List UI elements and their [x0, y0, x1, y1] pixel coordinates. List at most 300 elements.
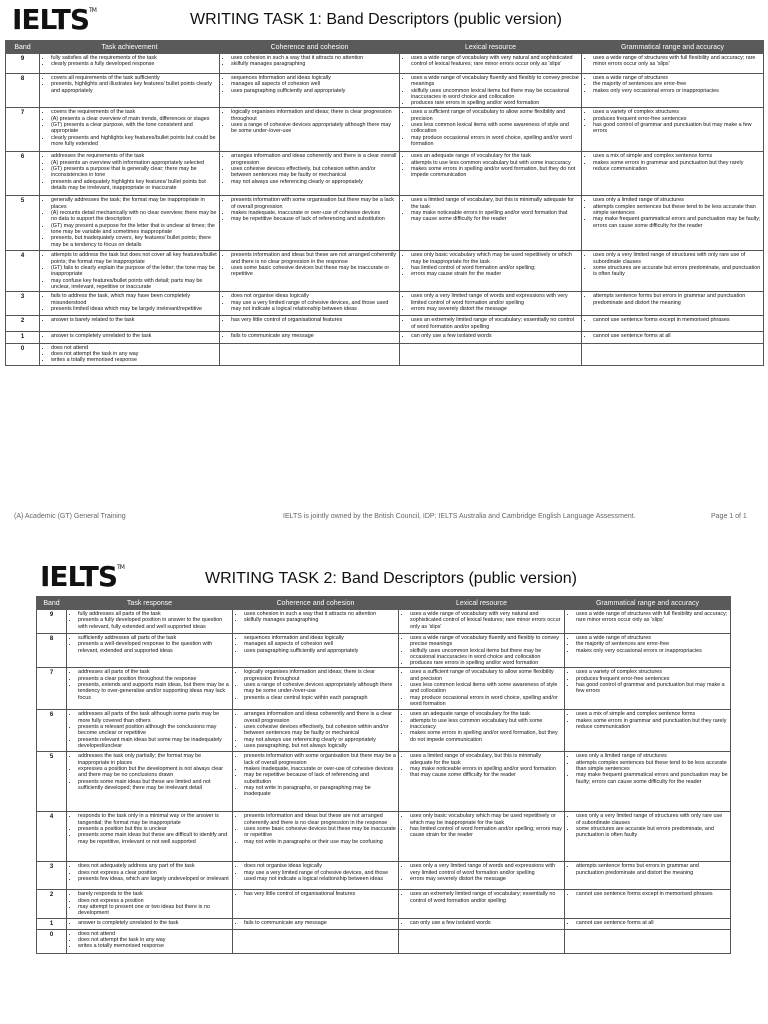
descriptor-item: • attempts sentence forms but errors in grammar and punctuation predominate and distort the meaning	[593, 293, 761, 306]
band-score: 3	[37, 862, 67, 890]
descriptor-item: • does not attempt the task in any way	[51, 351, 217, 357]
band-descriptors-table	[36, 596, 731, 954]
descriptor-item: • responds to the task only in a minimal way or the answer is tangential; the format may be inappropriate	[78, 813, 230, 826]
descriptor-cell	[399, 610, 565, 634]
descriptor-item: • makes some errors in grammar and punctuation but they rarely reduce communication	[593, 160, 761, 173]
descriptor-item: • uses less common lexical items with some awareness of style and collocation	[410, 682, 562, 695]
descriptor-item: • may not write in paragraphs, or paragraphing may be inadequate	[244, 785, 396, 798]
descriptor-item: • fails to address the task, which may have been completely misunderstood	[51, 293, 217, 306]
descriptor-cell	[233, 610, 399, 634]
descriptor-item: • cannot use sentence forms at all	[576, 920, 728, 926]
descriptor-cell	[400, 196, 582, 251]
band-row	[6, 196, 764, 251]
descriptor-item: • uses only a very limited range of structures with only rare use of subordinate clauses	[593, 252, 761, 265]
descriptor-cell	[67, 668, 233, 710]
descriptor-item: • uses an extremely limited range of vocabulary; essentially no control of word formation and/or spelling	[411, 317, 579, 330]
descriptor-item: • barely responds to the task	[78, 891, 230, 897]
descriptor-item: • (GT) presents a purpose that is generally clear; there may be inconsistencies in tone	[51, 166, 217, 179]
descriptor-item: • uses paragraphing, but not always logically	[244, 743, 396, 749]
descriptor-item: • addresses the task only partially; the format may be inappropriate in places	[78, 753, 230, 766]
descriptor-item: • may not write in paragraphs or their use may be confusing	[244, 839, 396, 845]
descriptor-item: • makes some errors in spelling and/or word formation, but they do not impede communication	[410, 730, 562, 743]
descriptor-item: • uses cohesive devices effectively, but cohesion within and/or between sentences may be faulty or mechanical	[231, 166, 397, 179]
descriptor-item: • presents information with some organisation but there may be a lack of overall progression	[231, 197, 397, 210]
descriptor-item: • presents and adequately highlights key features/ bullet points but details may be irrelevant, inappropriate or inaccurate	[51, 179, 217, 192]
descriptor-cell	[67, 890, 233, 918]
band-score: 7	[37, 668, 67, 710]
descriptor-cell	[400, 251, 582, 292]
descriptor-item: • may not always use referencing clearly or appropriately	[244, 737, 396, 743]
descriptor-cell	[220, 196, 400, 251]
descriptor-cell	[565, 929, 731, 953]
column-header: Lexical resource	[400, 41, 582, 54]
band-score: 5	[37, 752, 67, 812]
descriptor-item: • errors may severely distort the message	[411, 306, 579, 312]
descriptor-item: • can only use a few isolated words	[410, 920, 562, 926]
descriptor-item: • clearly presents a fully developed response	[51, 61, 217, 67]
descriptor-item: • presents a position but this is unclear	[78, 826, 230, 832]
band-score: 4	[37, 812, 67, 862]
descriptor-item: • uses only a very limited range of structures with only rare use of subordinate clauses	[576, 813, 728, 826]
descriptor-cell	[399, 634, 565, 668]
descriptor-item: • uses a limited range of vocabulary, but this is minimally adequate for the task	[410, 753, 562, 766]
descriptor-item: • has limited control of word formation and/or spelling; errors may cause strain for the reader	[410, 826, 562, 839]
band-score: 2	[37, 890, 67, 918]
descriptor-item: • fully satisfies all the requirements of the task	[51, 55, 217, 61]
descriptor-item: • attempts to address the task but does not cover all key features/bullet points; the format may be inappropriate	[51, 252, 217, 265]
descriptor-cell	[565, 668, 731, 710]
descriptor-cell	[40, 292, 220, 316]
descriptor-item: • arranges information and ideas coherently and there is a clear overall progression	[244, 711, 396, 724]
descriptor-item: • uses only a limited range of structures	[576, 753, 728, 759]
descriptor-item: • uses a wide range of structures with full flexibility and accuracy; rare minor errors occur only as 'slips'	[593, 55, 761, 68]
descriptor-item: • has very little control of organisational features	[231, 317, 397, 323]
descriptor-cell	[400, 54, 582, 74]
descriptor-item: • skilfully manages paragraphing	[244, 617, 396, 623]
descriptor-item: • uses a wide range of structures with full flexibility and accuracy; rare minor errors occur only as 'slips'	[576, 611, 728, 624]
descriptor-cell	[400, 108, 582, 152]
descriptor-cell	[399, 812, 565, 862]
ielts-logo: IELTS™	[12, 3, 96, 36]
descriptor-item: • uses a wide range of vocabulary with very natural and sophisticated control of lexical features; rare minor errors occur only as 'slips'	[411, 55, 579, 68]
descriptor-item: • generally addresses the task; the format may be inappropriate in places	[51, 197, 217, 210]
band-row	[37, 710, 731, 752]
band-score: 7	[6, 108, 40, 152]
column-header: Band	[6, 41, 40, 54]
descriptor-cell	[400, 74, 582, 108]
band-row	[6, 343, 764, 365]
column-header: Grammatical range and accuracy	[565, 597, 731, 610]
descriptor-cell	[565, 918, 731, 929]
descriptor-item: • produces frequent error-free sentences	[593, 116, 761, 122]
footer-ownership: IELTS is jointly owned by the British Council, IDP: IELTS Australia and Cambridge English Language Assessment.	[283, 513, 636, 520]
descriptor-item: • uses a range of cohesive devices appropriately although there may be some under-/over-use	[231, 122, 397, 135]
descriptor-item: • can only use a few isolated words	[411, 333, 579, 339]
descriptor-item: • uses a wide range of vocabulary with very natural and sophisticated control of lexical features; rare minor errors occur only as 'slips'	[410, 611, 562, 630]
descriptor-cell	[67, 918, 233, 929]
descriptor-item: • presents a well-developed response to the question with relevant, extended and supported ideas	[78, 641, 230, 654]
descriptor-cell	[233, 812, 399, 862]
descriptor-item: • (GT) presents a clear purpose, with the tone consistent and appropriate	[51, 122, 217, 135]
descriptor-cell	[399, 752, 565, 812]
descriptor-item: • does not express a clear position	[78, 870, 230, 876]
task2-page	[0, 560, 768, 1024]
ielts-logo: IELTS™	[40, 560, 124, 593]
descriptor-item: • presents a clear position throughout the response	[78, 676, 230, 682]
descriptor-item: • presents a relevant position although the conclusions may become unclear or repetitive	[78, 724, 230, 737]
descriptor-cell	[565, 710, 731, 752]
descriptor-item: • writes a totally memorised response	[78, 943, 230, 949]
descriptor-item: • attempts complex sentences but these tend to be less accurate than simple sentences	[576, 760, 728, 773]
band-score: 0	[37, 929, 67, 953]
descriptor-item: • clearly presents and highlights key features/bullet points but could be more fully extended	[51, 135, 217, 148]
descriptor-item: • may make frequent grammatical errors and punctuation may be faulty; errors can cause some difficulty for the reader	[576, 772, 728, 785]
descriptor-item: • uses an adequate range of vocabulary for the task	[411, 153, 579, 159]
descriptor-cell	[40, 74, 220, 108]
descriptor-item: • sequences information and ideas logically	[231, 75, 397, 81]
band-score: 1	[6, 331, 40, 343]
descriptor-item: • presents limited ideas which may be largely irrelevant/repetitive	[51, 306, 217, 312]
descriptor-item: • logically organises information and ideas; there is clear progression throughout	[231, 109, 397, 122]
descriptor-cell	[400, 331, 582, 343]
descriptor-item: • uses a wide range of vocabulary fluently and flexibly to convey precise meanings	[411, 75, 579, 88]
descriptor-item: • presents, highlights and illustrates key features/ bullet points clearly and appropriately	[51, 81, 217, 94]
descriptor-item: • uses cohesion in such a way that it attracts no attention	[244, 611, 396, 617]
band-score: 5	[6, 196, 40, 251]
band-score: 1	[37, 918, 67, 929]
descriptor-item: • answer is completely unrelated to the task	[51, 333, 217, 339]
descriptor-cell	[233, 929, 399, 953]
descriptor-cell	[565, 812, 731, 862]
descriptor-item: • (GT) fails to clearly explain the purpose of the letter; the tone may be inappropriate	[51, 265, 217, 278]
descriptor-item: • presents a clear central topic within each paragraph	[244, 695, 396, 701]
descriptor-cell	[565, 890, 731, 918]
descriptor-item: • uses a variety of complex structures	[593, 109, 761, 115]
descriptor-item: • makes only very occasional errors or inappropriacies	[593, 88, 761, 94]
descriptor-cell	[582, 331, 764, 343]
descriptor-cell	[220, 108, 400, 152]
band-score: 9	[37, 610, 67, 634]
descriptor-cell	[233, 862, 399, 890]
descriptor-item: • produces rare errors in spelling and/or word formation	[410, 660, 562, 666]
band-row	[6, 292, 764, 316]
descriptor-item: • (GT) may present a purpose for the letter that is unclear at times; the tone may be variable and sometimes inappropriate	[51, 223, 217, 236]
descriptor-cell	[400, 343, 582, 365]
descriptor-item: • uses a sufficient range of vocabulary to allow some flexibility and precision	[410, 669, 562, 682]
footer-legend: (A) Academic (GT) General Training	[14, 513, 126, 520]
descriptor-cell	[67, 812, 233, 862]
descriptor-item: • errors may cause strain for the reader	[411, 271, 579, 277]
descriptor-item: • may make noticeable errors in spelling and/or word formation that may cause some difficulty for the reader	[410, 766, 562, 779]
descriptor-item: • uses a wide range of vocabulary fluently and flexibly to convey precise meanings	[410, 635, 562, 648]
descriptor-item: • sequences information and ideas logically	[244, 635, 396, 641]
descriptor-cell	[233, 890, 399, 918]
descriptor-item: • addresses all parts of the task	[78, 669, 230, 675]
band-score: 2	[6, 316, 40, 332]
descriptor-item: • skilfully manages paragraphing	[231, 61, 397, 67]
descriptor-item: • uses a range of cohesive devices appropriately although there may be some under-/over-use	[244, 682, 396, 695]
descriptor-item: • uses a variety of complex structures	[576, 669, 728, 675]
descriptor-item: • arranges information and ideas coherently and there is a clear overall progression	[231, 153, 397, 166]
descriptor-item: • covers all requirements of the task sufficiently	[51, 75, 217, 81]
descriptor-item: • does not express a position	[78, 898, 230, 904]
descriptor-cell	[400, 316, 582, 332]
descriptor-cell	[40, 54, 220, 74]
descriptor-item: • uses only basic vocabulary which may be used repetitively or which may be inappropriate for the task	[410, 813, 562, 826]
descriptor-cell	[40, 196, 220, 251]
descriptor-item: • sufficiently addresses all parts of the task	[78, 635, 230, 641]
descriptor-item: • produces rare errors in spelling and/or word formation	[411, 100, 579, 106]
descriptor-item: • uses only a limited range of structures	[593, 197, 761, 203]
descriptor-item: • presents a fully developed position in answer to the question with relevant, fully extended and well supported ideas	[78, 617, 230, 630]
band-row	[6, 152, 764, 196]
descriptor-item: • presents some main ideas but these are limited and not sufficiently developed; there may be irrelevant detail	[78, 779, 230, 792]
descriptor-item: • uses some basic cohesive devices but these may be inaccurate or repetitive	[231, 265, 397, 278]
descriptor-cell	[40, 108, 220, 152]
descriptor-item: • uses a wide range of structures	[593, 75, 761, 81]
descriptor-item: • may produce occasional errors in word choice, spelling and/or word formation	[410, 695, 562, 708]
descriptor-item: • manages all aspects of cohesion well	[244, 641, 396, 647]
page-title: WRITING TASK 1: Band Descriptors (public version)	[190, 11, 562, 28]
descriptor-cell	[582, 196, 764, 251]
descriptor-item: • fails to communicate any message	[244, 920, 396, 926]
descriptor-item: • may use a very limited range of cohesive devices, and those used may not indicate a logical relationship between ideas	[244, 870, 396, 883]
band-row	[6, 331, 764, 343]
descriptor-cell	[233, 668, 399, 710]
descriptor-item: • presents information with some organisation but there may be a lack of overall progression	[244, 753, 396, 766]
descriptor-item: • may use a very limited range of cohesive devices, and those used may not indicate a logical relationship between ideas	[231, 300, 397, 313]
descriptor-item: • presents some main ideas but these are difficult to identify and may be repetitive, irrelevant or not well supported	[78, 832, 230, 845]
band-row	[6, 251, 764, 292]
column-header: Grammatical range and accuracy	[582, 41, 764, 54]
descriptor-item: • uses only basic vocabulary which may be used repetitively or which may be inappropriate for the task	[411, 252, 579, 265]
band-descriptors-table	[5, 40, 764, 366]
descriptor-item: • uses paragraphing sufficiently and appropriately	[231, 88, 397, 94]
descriptor-item: • may not always use referencing clearly or appropriately	[231, 179, 397, 185]
descriptor-item: • attempts to use less common vocabulary but with some inaccuracy	[411, 160, 579, 166]
band-row	[6, 108, 764, 152]
descriptor-item: • attempts complex sentences but these tend to be less accurate than simple sentences	[593, 204, 761, 217]
descriptor-item: • makes some errors in spelling and/or word formation, but they do not impede communication	[411, 166, 579, 179]
band-row	[37, 929, 731, 953]
band-row	[37, 668, 731, 710]
descriptor-item: • makes inadequate, inaccurate or over-use of cohesive devices	[231, 210, 397, 216]
descriptor-item: • some structures are accurate but errors predominate, and punctuation is often faulty	[576, 826, 728, 839]
descriptor-item: • may make noticeable errors in spelling and/or word formation that may cause some difficulty for the reader	[411, 210, 579, 223]
descriptor-item: • fully addresses all parts of the task	[78, 611, 230, 617]
descriptor-cell	[399, 710, 565, 752]
descriptor-cell	[220, 343, 400, 365]
descriptor-cell	[233, 752, 399, 812]
page-number: Page 1 of 1	[711, 513, 747, 520]
column-header: Task achievement	[40, 41, 220, 54]
descriptor-item: • uses a limited range of vocabulary, but this is minimally adequate for the task	[411, 197, 579, 210]
descriptor-item: • does not attend	[78, 931, 230, 937]
descriptor-cell	[40, 331, 220, 343]
descriptor-item: • answer is barely related to the task	[51, 317, 217, 323]
descriptor-cell	[400, 292, 582, 316]
descriptor-cell	[399, 918, 565, 929]
descriptor-cell	[67, 710, 233, 752]
descriptor-cell	[582, 108, 764, 152]
table-header-row	[6, 41, 764, 54]
band-row	[37, 634, 731, 668]
descriptor-item: • uses a wide range of structures	[576, 635, 728, 641]
descriptor-item: • presents information and ideas but these are not arranged coherently and there is no clear progression in the response	[244, 813, 396, 826]
descriptor-cell	[582, 316, 764, 332]
descriptor-item: • (A) recounts detail mechanically with no clear overview; there may be no data to support the description	[51, 210, 217, 223]
descriptor-cell	[40, 251, 220, 292]
descriptor-cell	[565, 610, 731, 634]
column-header: Band	[37, 597, 67, 610]
descriptor-cell	[220, 292, 400, 316]
descriptor-item: • attempts sentence forms but errors in grammar and punctuation predominate and distort the meaning	[576, 863, 728, 876]
descriptor-item: • may confuse key features/bullet points with detail; parts may be unclear, irrelevant, repetitive or inaccurate	[51, 278, 217, 291]
descriptor-item: • uses some basic cohesive devices but these may be inaccurate or repetitive	[244, 826, 396, 839]
descriptor-cell	[67, 610, 233, 634]
descriptor-item: • answer is completely unrelated to the task	[78, 920, 230, 926]
descriptor-cell	[565, 862, 731, 890]
band-score: 4	[6, 251, 40, 292]
descriptor-item: • has good control of grammar and punctuation but may make a few errors	[593, 122, 761, 135]
band-score: 8	[6, 74, 40, 108]
descriptor-item: • presents, extends and supports main ideas, but there may be a tendency to over-generalise and/or supporting ideas may lack focus	[78, 682, 230, 701]
descriptor-item: • presents information and ideas but these are not arranged coherently and there is no clear progression in the response	[231, 252, 397, 265]
descriptor-cell	[67, 862, 233, 890]
descriptor-cell	[220, 152, 400, 196]
descriptor-cell	[40, 152, 220, 196]
column-header: Lexical resource	[399, 597, 565, 610]
band-score: 6	[6, 152, 40, 196]
descriptor-item: • skilfully uses uncommon lexical items but there may be occasional inaccuracies in word choice and collocation	[411, 88, 579, 101]
band-score: 8	[37, 634, 67, 668]
band-score: 3	[6, 292, 40, 316]
descriptor-item: • logically organises information and ideas; there is clear progression throughout	[244, 669, 396, 682]
descriptor-item: • has limited control of word formation and/or spelling;	[411, 265, 579, 271]
descriptor-cell	[582, 251, 764, 292]
band-row	[37, 610, 731, 634]
descriptor-cell	[220, 331, 400, 343]
band-row	[37, 918, 731, 929]
descriptor-item: • may produce occasional errors in word choice, spelling and/or word formation	[411, 135, 579, 148]
descriptor-cell	[233, 710, 399, 752]
descriptor-item: • presents, but inadequately covers, key features/ bullet points; there may be a tendency to focus on details	[51, 235, 217, 248]
descriptor-item: • does not attend	[51, 345, 217, 351]
band-row	[6, 316, 764, 332]
descriptor-item: • uses a mix of simple and complex sentence forms	[593, 153, 761, 159]
descriptor-cell	[67, 929, 233, 953]
descriptor-cell	[582, 343, 764, 365]
descriptor-item: • uses cohesion in such a way that it attracts no attention	[231, 55, 397, 61]
descriptor-cell	[582, 74, 764, 108]
descriptor-item: • does not organise ideas logically	[231, 293, 397, 299]
descriptor-cell	[233, 918, 399, 929]
descriptor-item: • uses only a very limited range of words and expressions with very limited control of word formation and/or spelling	[410, 863, 562, 876]
descriptor-cell	[399, 890, 565, 918]
descriptor-item: • uses paragraphing sufficiently and appropriately	[244, 648, 396, 654]
descriptor-item: • may be repetitive because of lack of referencing and substitution	[231, 216, 397, 222]
descriptor-item: • uses cohesive devices effectively, but cohesion within and/or between sentences may be faulty or mechanical	[244, 724, 396, 737]
column-header: Coherence and cohesion	[220, 41, 400, 54]
descriptor-cell	[67, 752, 233, 812]
descriptor-item: • fails to communicate any message	[231, 333, 397, 339]
descriptor-cell	[565, 634, 731, 668]
column-header: Coherence and cohesion	[233, 597, 399, 610]
descriptor-item: • covers the requirements of the task	[51, 109, 217, 115]
descriptor-item: • uses only a very limited range of words and expressions with very limited control of word formation and/or spelling	[411, 293, 579, 306]
descriptor-item: • uses less common lexical items with some awareness of style and collocation	[411, 122, 579, 135]
table-header-row	[37, 597, 731, 610]
descriptor-item: • attempts to use less common vocabulary but with some inaccuracy	[410, 718, 562, 731]
descriptor-item: • errors may severely distort the message	[410, 876, 562, 882]
descriptor-item: • uses a sufficient range of vocabulary to allow some flexibility and precision	[411, 109, 579, 122]
descriptor-item: • some structures are accurate but errors predominate, and punctuation is often faulty	[593, 265, 761, 278]
band-row	[37, 752, 731, 812]
descriptor-item: • expresses a position but the development is not always clear and there may be no conclusions drawn	[78, 766, 230, 779]
band-row	[6, 74, 764, 108]
descriptor-cell	[220, 74, 400, 108]
descriptor-item: • uses an adequate range of vocabulary for the task	[410, 711, 562, 717]
descriptor-item: • does not adequately address any part of the task	[78, 863, 230, 869]
page-title: WRITING TASK 2: Band Descriptors (public version)	[205, 570, 577, 587]
descriptor-cell	[220, 251, 400, 292]
descriptor-item: • manages all aspects of cohesion well	[231, 81, 397, 87]
descriptor-item: • may make frequent grammatical errors and punctuation may be faulty; errors can cause some difficulty for the reader	[593, 216, 761, 229]
descriptor-item: • presents few ideas, which are largely undeveloped or irrelevant	[78, 876, 230, 882]
descriptor-item: • uses a mix of simple and complex sentence forms	[576, 711, 728, 717]
descriptor-cell	[399, 668, 565, 710]
descriptor-cell	[40, 316, 220, 332]
descriptor-item: • has very little control of organisational features	[244, 891, 396, 897]
descriptor-item: • cannot use sentence forms except in memorised phrases	[593, 317, 761, 323]
descriptor-item: • addresses all parts of the task although some parts may be more fully covered than others	[78, 711, 230, 724]
descriptor-item: • skilfully uses uncommon lexical items but there may be occasional inaccuracies in word choice and collocation	[410, 648, 562, 661]
band-row	[37, 812, 731, 862]
descriptor-cell	[40, 343, 220, 365]
descriptor-item: • (A) presents an overview with information appropriately selected	[51, 160, 217, 166]
descriptor-cell	[582, 54, 764, 74]
descriptor-cell	[399, 862, 565, 890]
band-row	[6, 54, 764, 74]
descriptor-cell	[220, 54, 400, 74]
descriptor-item: • cannot use sentence forms at all	[593, 333, 761, 339]
descriptor-cell	[233, 634, 399, 668]
descriptor-item: • the majority of sentences are error-free	[576, 641, 728, 647]
descriptor-item: • uses an extremely limited range of vocabulary; essentially no control of word formation and/or spelling	[410, 891, 562, 904]
band-row	[37, 890, 731, 918]
band-score: 0	[6, 343, 40, 365]
descriptor-item: • makes only very occasional errors or inappropriacies	[576, 648, 728, 654]
descriptor-item: • the majority of sentences are error-free	[593, 81, 761, 87]
descriptor-item: • makes inadequate, inaccurate or over-use of cohesive devices	[244, 766, 396, 772]
descriptor-item: • writes a totally memorised response	[51, 357, 217, 363]
descriptor-cell	[400, 152, 582, 196]
descriptor-cell	[399, 929, 565, 953]
column-header: Task response	[67, 597, 233, 610]
descriptor-item: • addresses the requirements of the task	[51, 153, 217, 159]
band-score: 6	[37, 710, 67, 752]
descriptor-item: • makes some errors in grammar and punctuation but they rarely reduce communication	[576, 718, 728, 731]
descriptor-item: • may be repetitive because of lack of referencing and substitution	[244, 772, 396, 785]
descriptor-item: • may attempt to present one or two ideas but there is no development	[78, 904, 230, 917]
descriptor-cell	[67, 634, 233, 668]
descriptor-cell	[582, 152, 764, 196]
band-row	[37, 862, 731, 890]
band-score: 9	[6, 54, 40, 74]
descriptor-item: • does not organise ideas logically	[244, 863, 396, 869]
descriptor-item: • produces frequent error-free sentences	[576, 676, 728, 682]
descriptor-cell	[565, 752, 731, 812]
